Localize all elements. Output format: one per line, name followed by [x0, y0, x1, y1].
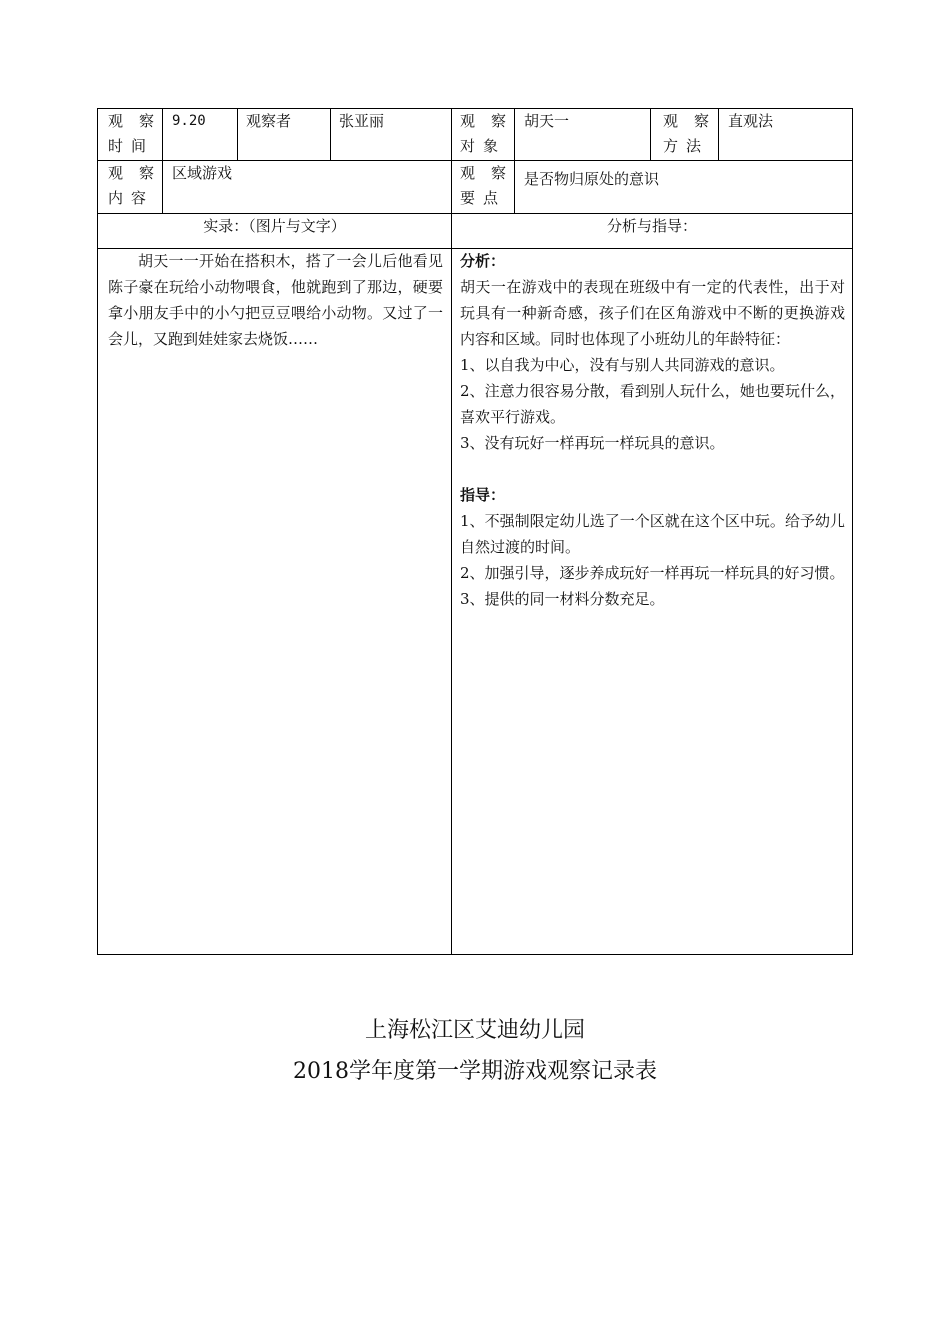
col-divider — [162, 109, 163, 160]
guidance-point: 2、加强引导，逐步养成玩好一样再玩一样玩具的好习惯。 — [460, 564, 845, 582]
time-label: 观 察 时 间 — [108, 112, 154, 155]
subject-value: 胡天一 — [524, 112, 570, 130]
observer-value: 张亚丽 — [339, 112, 385, 130]
analysis-point: 3、没有玩好一样再玩一样玩具的意识。 — [460, 434, 725, 452]
record-text: 胡天一一开始在搭积木，搭了一会儿后他看见陈子豪在玩给小动物喂食，他就跑到了那边，硬要拿小朋友手中的小勺把豆豆喂给小动物。又过了一会儿，又跑到娃娃家去烧饭…… — [108, 252, 443, 348]
guidance-title: 指导： — [460, 486, 506, 504]
analysis-header: 分析与指导： — [606, 217, 697, 235]
method-label: 观 察 方 法 — [663, 112, 709, 155]
col-divider — [650, 109, 651, 160]
time-value: 9.20 — [172, 113, 206, 129]
analysis-block — [460, 248, 845, 612]
analysis-title: 分析： — [460, 252, 506, 270]
observation-record-table — [97, 108, 853, 955]
record-header: 实录：（图片与文字） — [203, 217, 346, 235]
guidance-point: 1、不强制限定幼儿选了一个区就在这个区中玩。给予幼儿自然过渡的时间。 — [460, 512, 845, 556]
school-name: 上海松江区艾迪幼儿园 — [364, 1018, 585, 1043]
analysis-point: 1、以自我为中心，没有与别人共同游戏的意识。 — [460, 356, 785, 374]
col-divider — [718, 109, 719, 160]
keypoint-value: 是否物归原处的意识 — [524, 170, 660, 188]
content-label: 观 察 内 容 — [108, 164, 154, 207]
col-divider — [162, 160, 163, 213]
observer-label: 观察者 — [246, 112, 292, 130]
subject-label: 观 察 对 象 — [460, 112, 506, 155]
guidance-point: 3、提供的同一材料分数充足。 — [460, 590, 665, 608]
col-divider — [514, 109, 515, 213]
col-divider — [330, 109, 331, 160]
analysis-intro: 胡天一在游戏中的表现在班级中有一定的代表性，出于对玩具有一种新奇感，孩子们在区角游戏中不断的更换游戏内容和区域。同时也体现了小班幼儿的年龄特征： — [460, 278, 845, 348]
keypoint-label: 观 察 要 点 — [460, 164, 506, 207]
method-value: 直观法 — [728, 112, 774, 130]
analysis-point: 2、注意力很容易分散，看到别人玩什么，她也要玩什么，喜欢平行游戏。 — [460, 382, 845, 426]
form-title: 2018学年度第一学期游戏观察记录表 — [293, 1059, 657, 1084]
col-divider — [237, 109, 238, 160]
content-value: 区域游戏 — [172, 164, 233, 182]
